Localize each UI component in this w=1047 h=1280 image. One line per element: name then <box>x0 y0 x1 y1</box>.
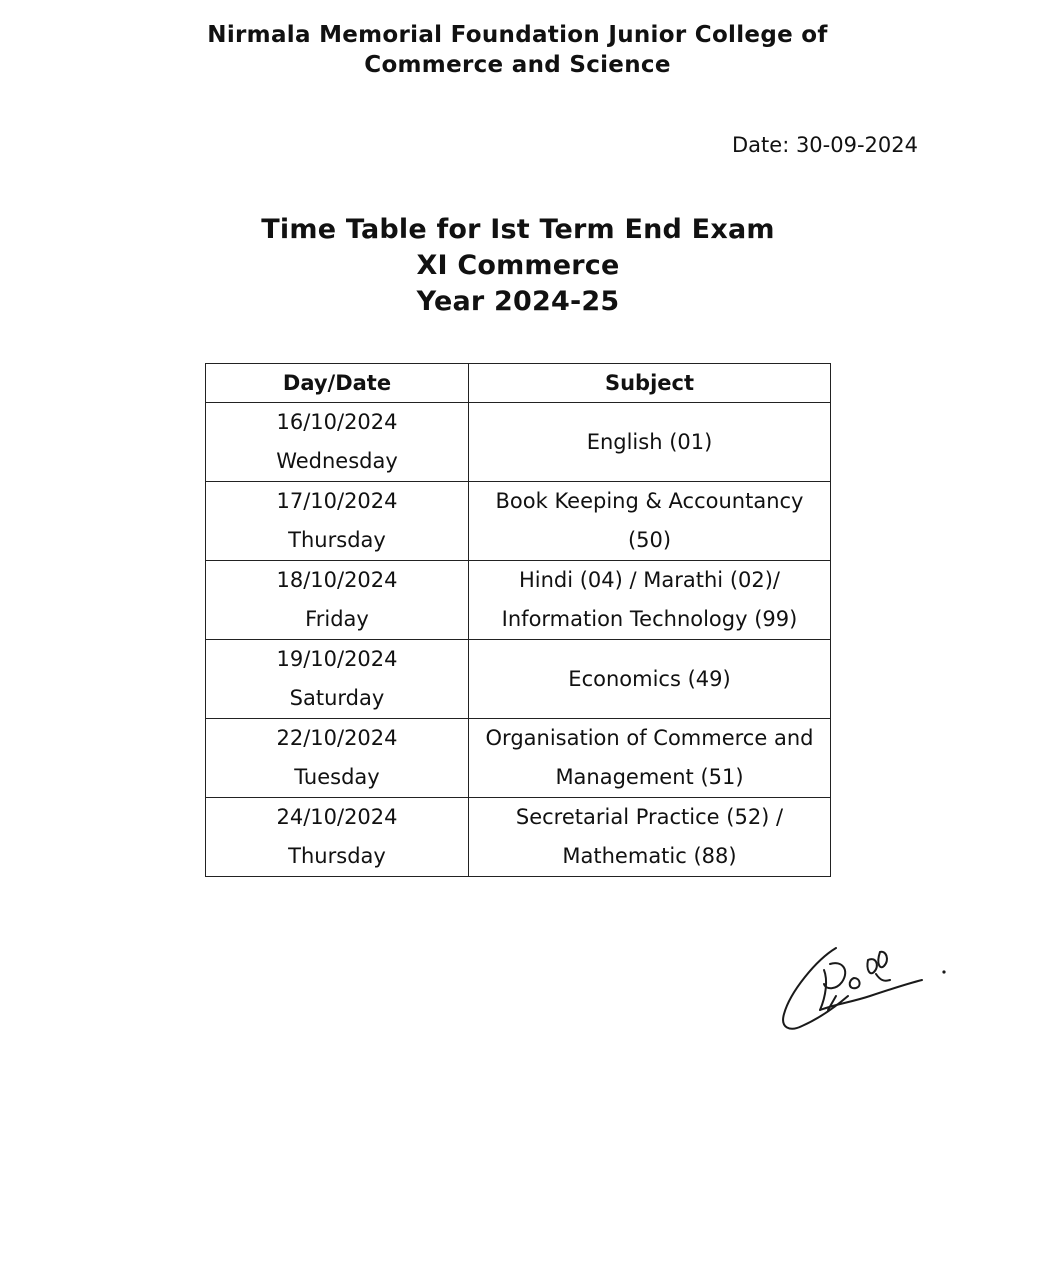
exam-date: 17/10/2024 <box>276 489 398 513</box>
timetable-title <box>196 212 840 320</box>
subject-line2: Management (51) <box>555 765 744 789</box>
exam-day: Wednesday <box>276 449 398 473</box>
subject-cell <box>469 561 831 640</box>
exam-date: 18/10/2024 <box>276 568 398 592</box>
header-subject: Subject <box>469 364 831 403</box>
subject-line1: Organisation of Commerce and <box>485 726 814 750</box>
subject-line1: Secretarial Practice (52) / <box>515 805 784 829</box>
title-line2: XI Commerce <box>416 250 620 281</box>
college-name-line2: Commerce and Science <box>364 52 671 78</box>
title-line1: Time Table for Ist Term End Exam <box>261 214 775 245</box>
college-name-line1: Nirmala Memorial Foundation Junior College of <box>207 22 828 48</box>
day-date-cell <box>206 403 469 482</box>
exam-day: Friday <box>305 607 369 631</box>
subject-cell <box>469 798 831 877</box>
subject-line2: Information Technology (99) <box>501 607 798 631</box>
subject-cell <box>469 640 831 719</box>
day-date-cell <box>206 640 469 719</box>
table-row <box>206 719 831 798</box>
college-name <box>150 20 885 80</box>
table-row <box>206 482 831 561</box>
exam-day: Thursday <box>288 528 386 552</box>
subject-line1: Book Keeping & Accountancy <box>495 489 804 513</box>
subject-cell <box>469 403 831 482</box>
table-row <box>206 561 831 640</box>
handwritten-signature-icon <box>776 930 956 1040</box>
header-day-date: Day/Date <box>206 364 469 403</box>
table-header-row <box>206 364 831 403</box>
subject-line2: Mathematic (88) <box>562 844 737 868</box>
subject-line1: Economics (49) <box>568 666 731 691</box>
subject-cell <box>469 482 831 561</box>
table-row <box>206 798 831 877</box>
exam-day: Thursday <box>288 844 386 868</box>
subject-line1: Hindi (04) / Marathi (02)/ <box>518 568 781 592</box>
title-line3: Year 2024-25 <box>416 286 620 317</box>
exam-date: 16/10/2024 <box>276 410 398 434</box>
exam-day: Saturday <box>289 686 385 710</box>
day-date-cell <box>206 482 469 561</box>
exam-timetable <box>205 363 831 877</box>
day-date-cell <box>206 798 469 877</box>
subject-cell <box>469 719 831 798</box>
exam-date: 19/10/2024 <box>276 647 398 671</box>
exam-date: 22/10/2024 <box>276 726 398 750</box>
day-date-cell <box>206 561 469 640</box>
exam-date: 24/10/2024 <box>276 805 398 829</box>
subject-line1: English (01) <box>586 429 713 454</box>
exam-day: Tuesday <box>294 765 380 789</box>
day-date-cell <box>206 719 469 798</box>
table-row <box>206 403 831 482</box>
table-row <box>206 640 831 719</box>
subject-line2: (50) <box>627 528 672 552</box>
issue-date: Date: 30-09-2024 <box>732 133 918 157</box>
